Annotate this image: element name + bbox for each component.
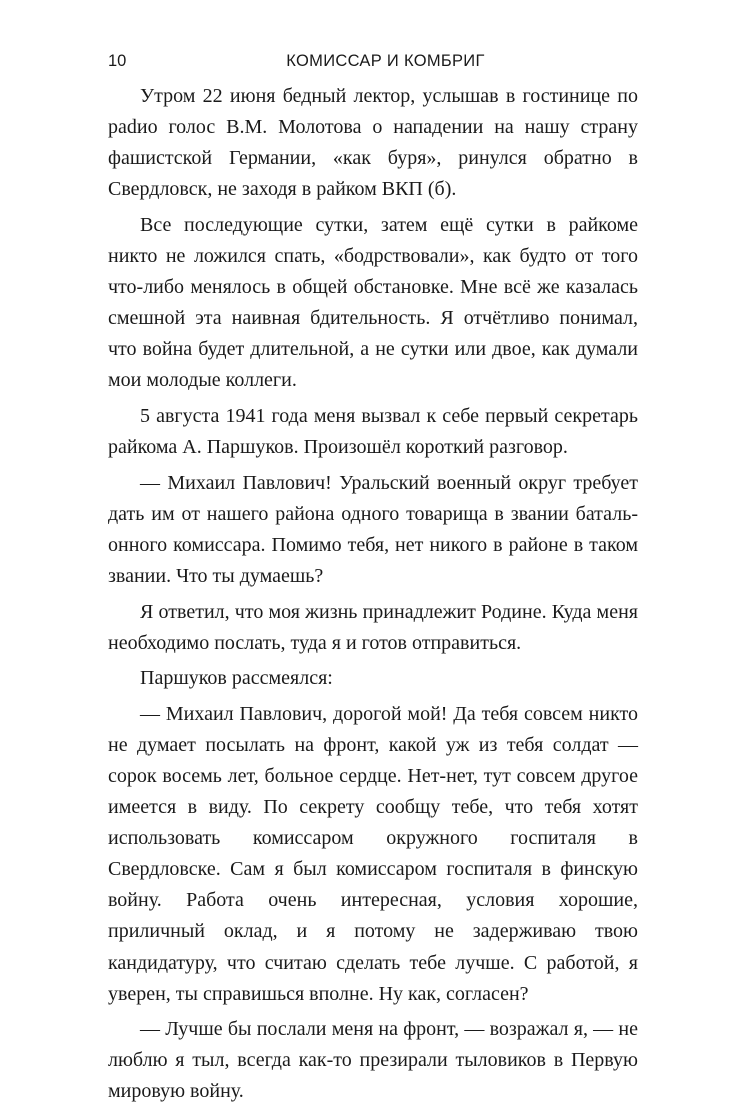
paragraph: Я ответил, что моя жизнь принадлежит Родине. Куда меня необходимо послать, туда я и готов отправиться. (108, 600, 638, 654)
paragraph: Паршуков рассмеялся: (140, 667, 333, 690)
paragraph: — Михаил Павлович! Уральский военный округ требует дать им от нашего района одного товарища в звании батальонного комиссара. Помимо тебя, нет никого в районе в таком звании. Что ты думаешь? (108, 471, 638, 587)
paragraph: Утром 22 июня бедный лектор, услышав в гостинице по раdио голос В.М. Молотова о нападении на нашу страну фашистской Германии, «как буря», ринулся обратно в Свердловск, не заходя в райком ВКП (б). (108, 85, 638, 201)
paragraph: — Михаил Павлович, дорогой мой! Да тебя совсем никто не думает посылать на фронт, какой уж из тебя солдат — сорок восемь лет, больное сердце. Нет-нет, тут совсем другое имеется в виду. По секрету сообщу тебе, что тебя хотят использовать комиссаром окружного госпиталя в Свердловске. Сам я был комиссаром госпиталя в финскую войну. Работа очень интересная, условия хорошие, приличный оклад, и я потому не задерживаю твою кандидатуру, что считаю сделать тебе лучше. С работой, я уверен, ты справишься вполне. Ну как, согласен? (108, 702, 638, 1005)
paragraph: 5 августа 1941 года меня вызвал к себе первый секретарь райкома А. Паршуков. Произошёл короткий разговор. (108, 404, 638, 459)
paragraph: — Лучше бы послали меня на фронт, — возражал я, — не люблю я тыл, всегда как-то презирали тыловиков в Первую мировую войну. (108, 1018, 638, 1103)
body-text (108, 81, 638, 1112)
page-number: 10 (108, 52, 127, 70)
running-head (108, 52, 643, 74)
book-title: КОМИССАР И КОМБРИГ (286, 52, 485, 70)
paragraph: Все последующие сутки, затем ещё сутки в райкоме никто не ложился спать, «бодрствовали», как будто от того что-либо менялось в общей обстановке. Мне всё же казалась смешной эта наивная бдительность. Я отчётливо понимал, что война будет длительной, а не сутки или двое, как думали мои молодые коллеги. (108, 213, 638, 392)
